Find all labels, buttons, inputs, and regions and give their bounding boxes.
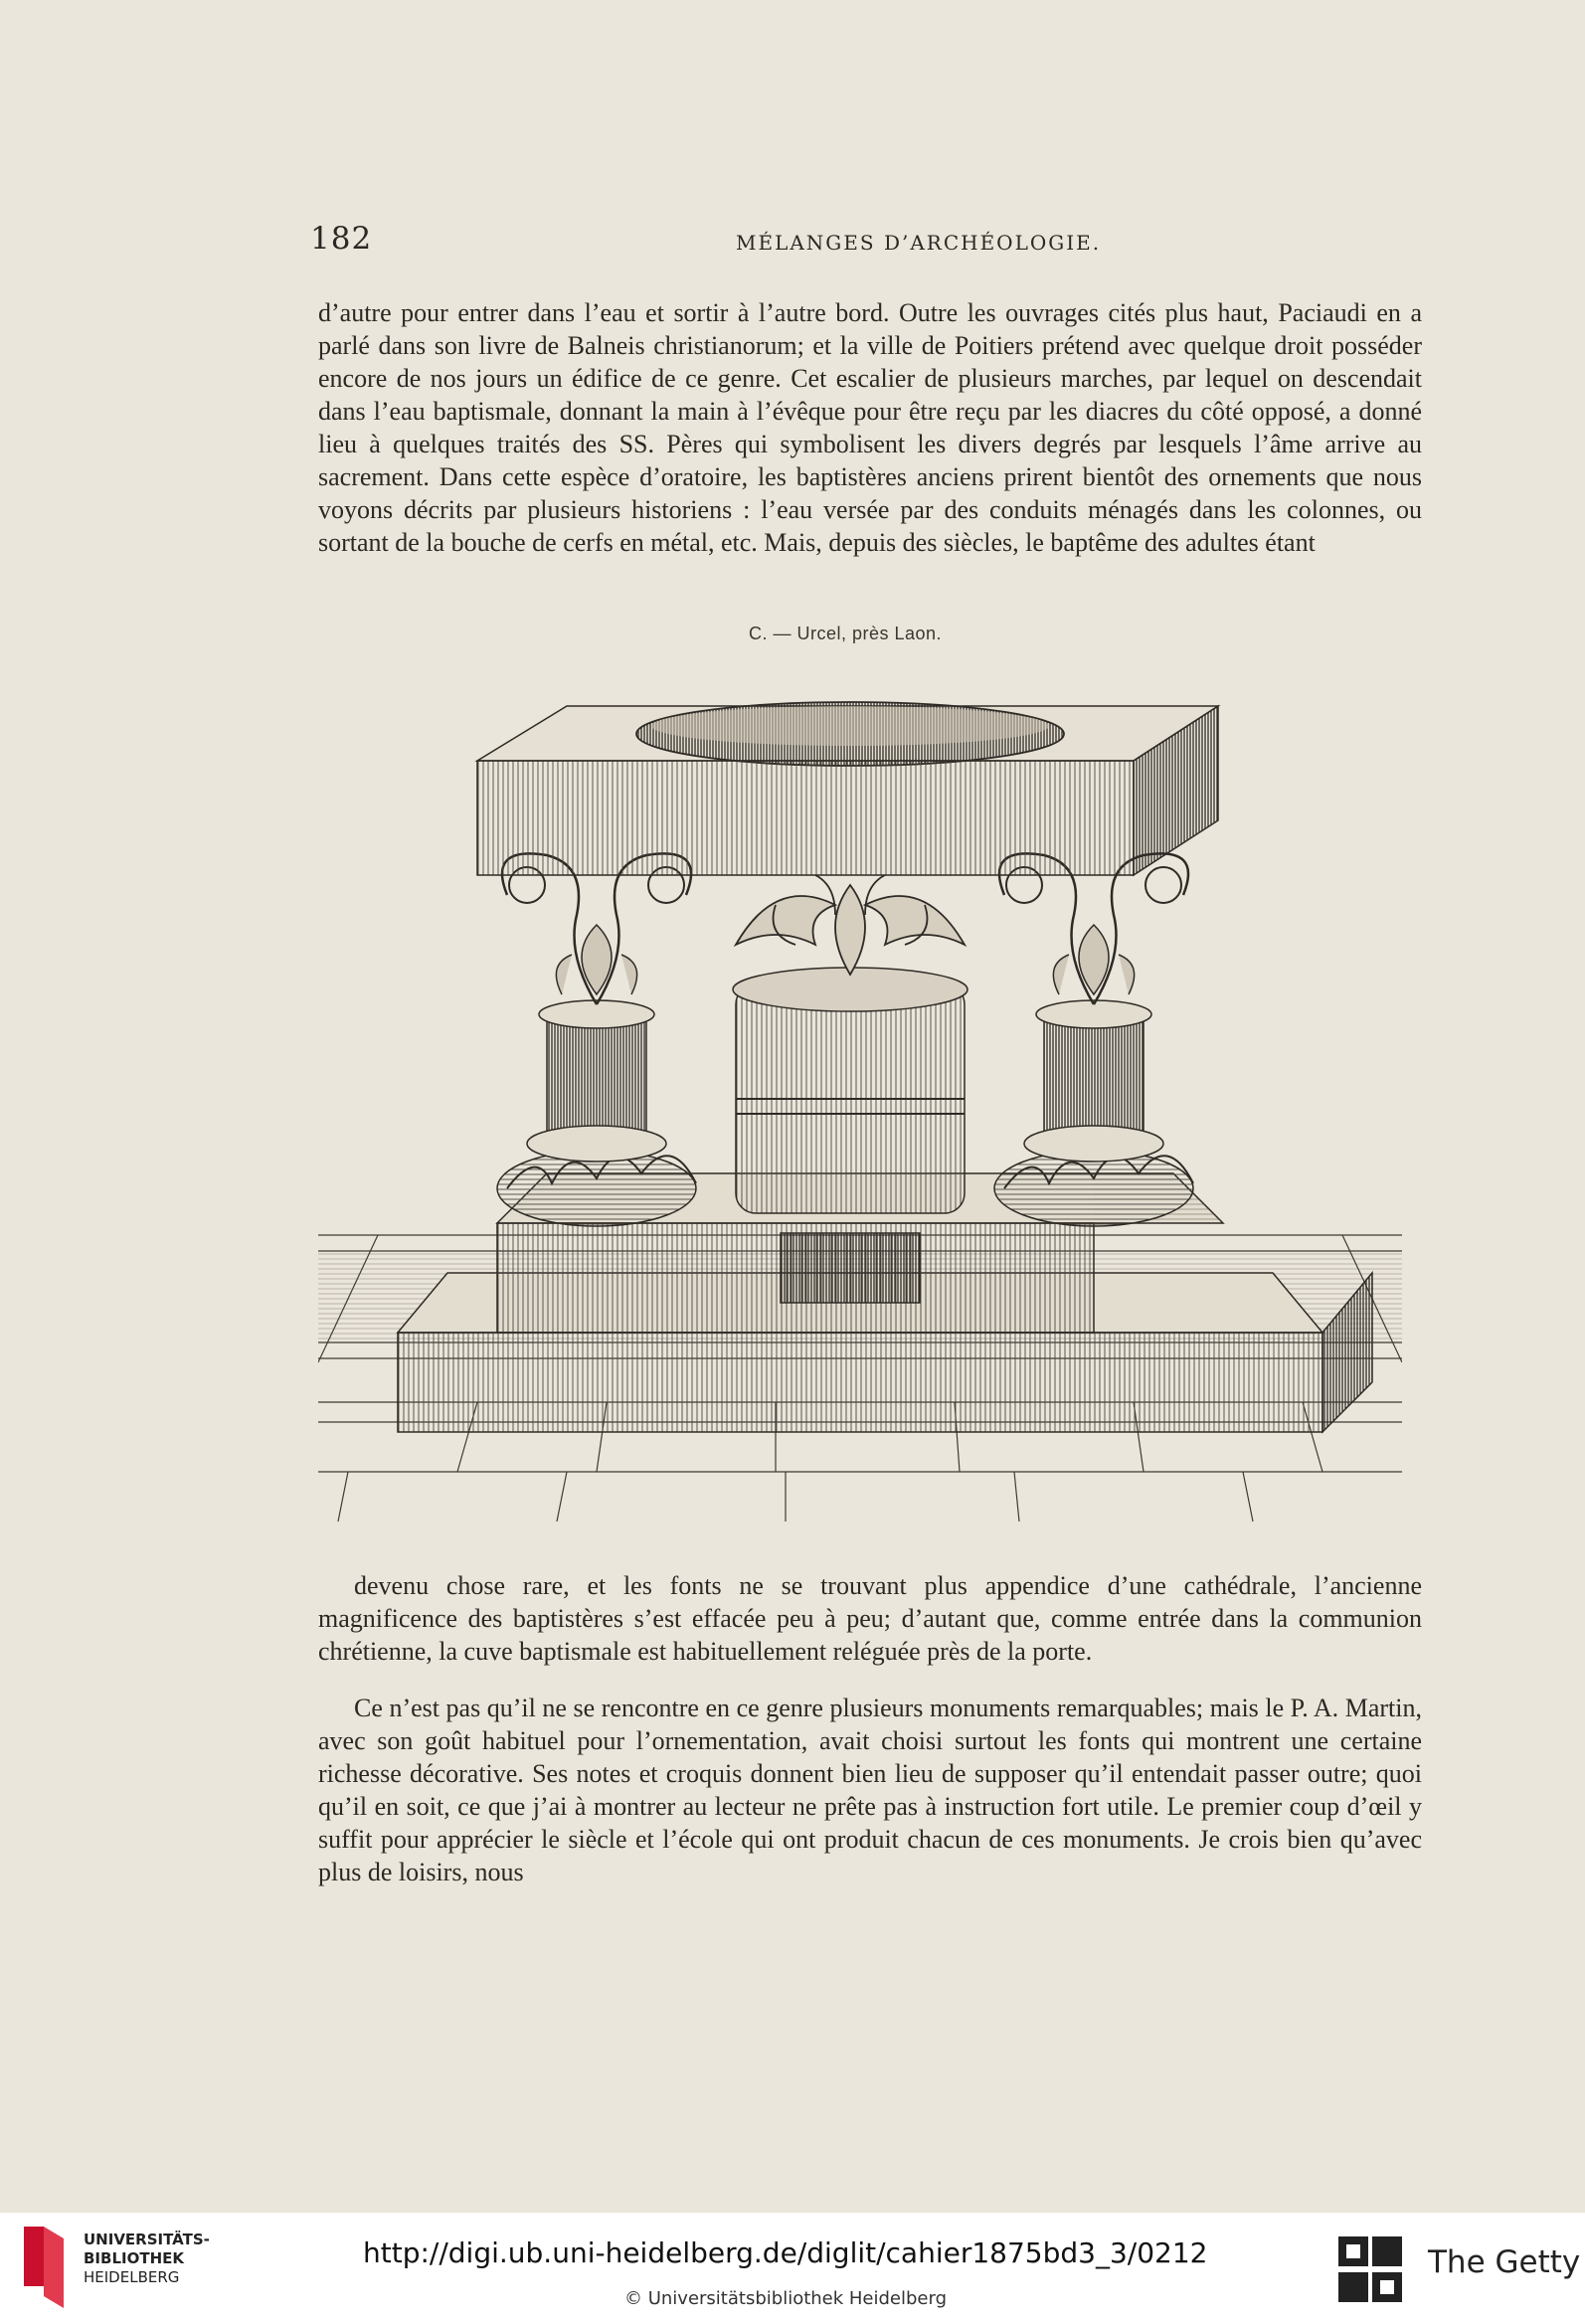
permalink-url[interactable]: http://digi.ub.uni-heidelberg.de/diglit/cahier1875bd3_3/0212 (363, 2236, 1208, 2269)
basin-slab (477, 702, 1218, 875)
heidelberg-library-logo-icon (18, 2227, 70, 2308)
getty-name: The Getty (1428, 2244, 1581, 2280)
paragraph-1: d’autre pour entrer dans l’eau et sortir à l’autre bord. Outre les ouvrages cités plus haut, Paciaudi en a parlé dans son livre de Balneis christianorum; et la ville de Poitiers prétend avec quelque droit posséder encore de nos jours un édifice de ce genre. Cet escalier de plusieurs marches, par lequel on descendait dans l’eau baptismale, donnant la main à l’évêque pour être reçu par les diacres du côté opposé, a donné lieu à quelques traités des SS. Pères qui symbolisent les divers degrés par lesquels l’âme arrive au sacrement. Dans cette espèce d’oratoire, les baptistères anciens prirent bientôt des ornements que nous voyons décrits par plusieurs historiens : l’eau versée par des conduits ménagés dans les colonnes, ou sortant de la bouche de cerfs en métal, etc. Mais, depuis des siècles, le baptême des adultes étant (318, 298, 1422, 557)
left-column (497, 853, 696, 1226)
copyright-notice: © Universitätsbibliothek Heidelberg (624, 2288, 948, 2309)
right-column (994, 853, 1193, 1226)
central-foliage (736, 875, 965, 975)
viewer-footer (0, 2213, 1585, 2324)
baptismal-font-engraving (318, 646, 1402, 1541)
getty-logo-icon (1332, 2231, 1408, 2310)
paragraph-2: devenu chose rare, et les fonts ne se trouvant plus appendice d’une cathédrale, l’ancienne magnificence des baptistères s’est effacée peu à peu; d’autant que, comme entrée dans la communion chrétienne, la cuve baptismale est habituellement reléguée près de la porte. (318, 1571, 1422, 1666)
paragraph-3: Ce n’est pas qu’il ne se rencontre en ce genre plusieurs monuments remarquables; mais le P. A. Martin, avec son goût habituel pour l’ornementation, avait choisi surtout les fonts qui montrent une certaine richesse décorative. Ses notes et croquis donnent bien lieu de supposer qu’il entendait passer outre; quoi qu’il en soit, ce que j’ai à montrer au lecteur ne prête pas à instruction fort utile. Le premier coup d’œil y suffit pour apprécier le siècle et l’école qui ont produit chacun de ces monuments. Je crois bien qu’avec plus de loisirs, nous (318, 1694, 1422, 1886)
page-header (0, 221, 1585, 261)
page-number: 182 (310, 221, 373, 257)
running-title: MÉLANGES D’ARCHÉOLOGIE. (736, 231, 1102, 255)
figure-caption: C. — Urcel, près Laon. (748, 624, 943, 643)
library-name: UNIVERSITÄTS- BIBLIOTHEK HEIDELBERG (84, 2231, 210, 2286)
